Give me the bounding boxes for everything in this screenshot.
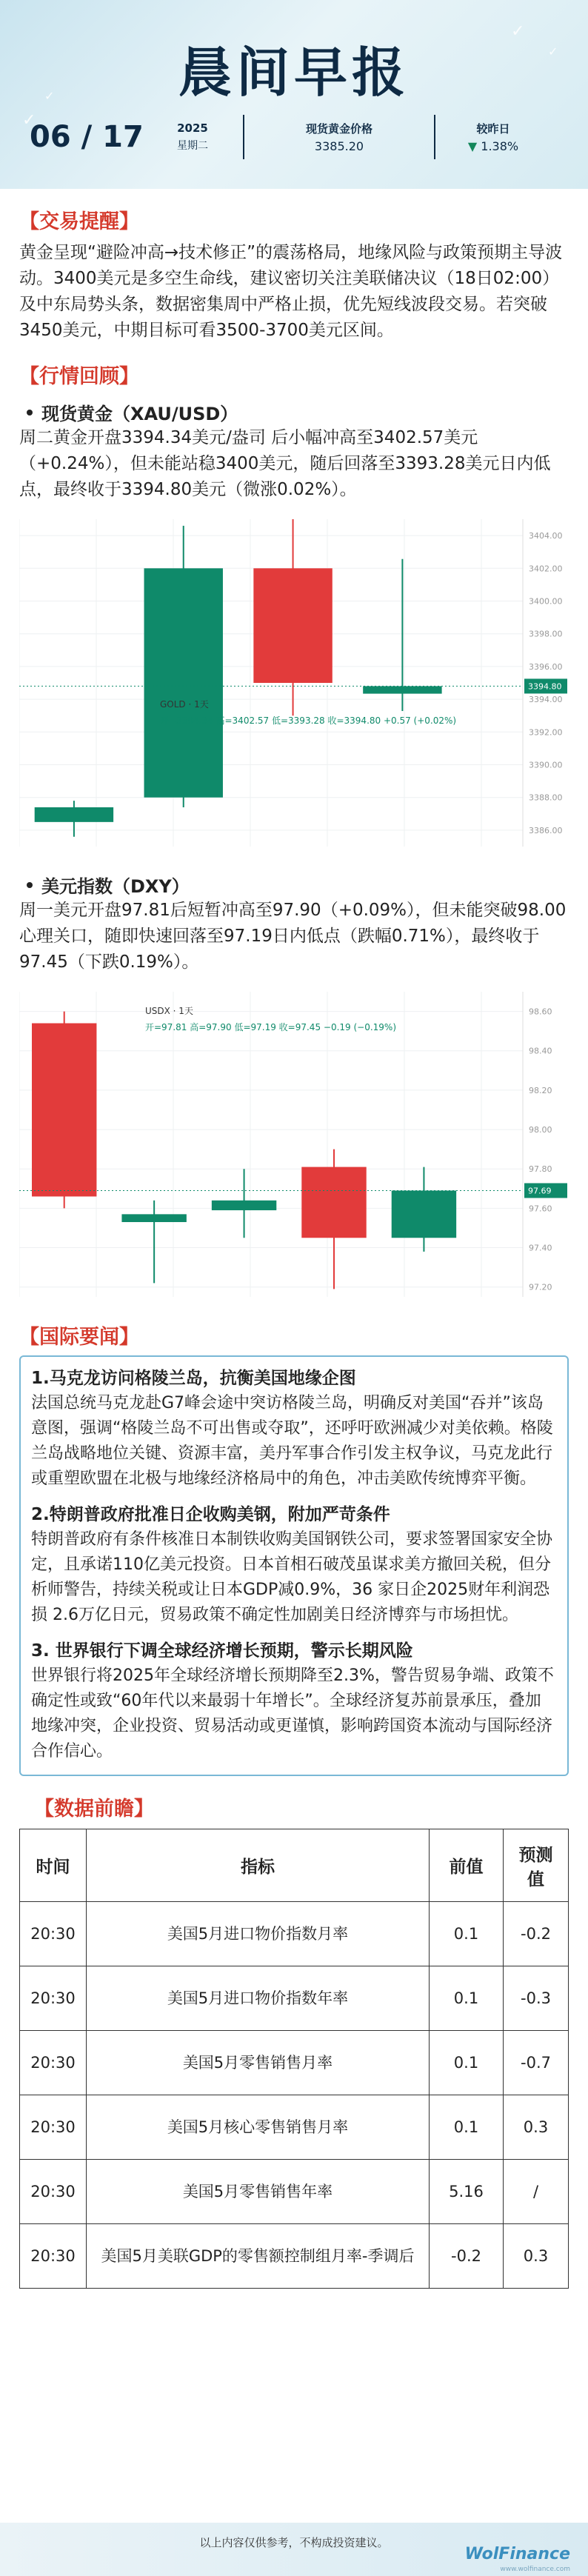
- table-row: [20, 1966, 569, 2031]
- cell-indicator: 美国5月美联GDP的零售额控制组月率-季调后: [87, 2224, 430, 2289]
- y-tick-label: 97.80: [529, 1164, 552, 1175]
- dxy-candlestick-chart: [19, 986, 569, 1304]
- brand-site: www.wolfinance.com: [500, 2566, 570, 2573]
- cell-time: 20:30: [20, 2160, 87, 2224]
- bullet-icon: [27, 882, 33, 888]
- chart-ohlc-label: 开=3394.34 高=3402.57 低=3393.28 收=3394.80 +0.57 (+0.02%): [160, 715, 457, 726]
- cell-indicator: 美国5月进口物价指数年率: [87, 1966, 430, 2031]
- header-banner: [0, 0, 588, 189]
- candle-body: [301, 1167, 366, 1238]
- y-tick-label: 3400.00: [529, 596, 563, 607]
- year: 2025: [177, 121, 208, 135]
- gold-candlestick-chart: [19, 513, 569, 854]
- last-price-label: 3394.80: [528, 681, 562, 692]
- dxy-chart: [19, 986, 569, 1304]
- y-tick-label: 3388.00: [529, 793, 563, 803]
- header-prev: 前值: [430, 1829, 504, 1902]
- alert-title: 【交易提醒】: [19, 210, 139, 233]
- gold-text: 周二黄金开盘3394.34美元/盎司 后小幅冲高至3402.57美元（+0.24%），但未能站稳3400美元，随后回落至3393.28美元日内低点，最终收于3394.80美元（微涨0.02%）。: [19, 428, 551, 499]
- y-tick-label: 3398.00: [529, 629, 563, 639]
- forecast-table: [19, 1829, 569, 2289]
- dxy-subtitle: 美元指数（DXY）: [19, 872, 569, 898]
- date-bar: [30, 111, 558, 163]
- bullet-icon: [27, 410, 33, 416]
- bird-icon: ✓: [22, 111, 36, 130]
- candle-body: [392, 1190, 456, 1238]
- y-tick-label: 98.40: [529, 1046, 552, 1056]
- news-item-body: 特朗普政府有条件核准日本制铁收购美国钢铁公司，要求签署国家安全协定，且承诺110亿美元投资。日本首相石破茂虽谋求美方撤回关税，但分析师警告，持续关税或让日本GDP减0.9%，36 家日企2025财年利润恐损 2.6万亿日元，贸易政策不确定性加剧美日经济博弈与市场担忧。: [31, 1530, 553, 1624]
- candle-body: [32, 1024, 96, 1197]
- candle-body: [121, 1214, 186, 1222]
- cell-forecast: /: [504, 2160, 569, 2224]
- news-item-title: 3. 世界银行下调全球经济增长预期，警示长期风险: [31, 1641, 413, 1661]
- y-tick-label: 3396.00: [529, 661, 563, 672]
- candle-body: [212, 1201, 276, 1210]
- chart-symbol-label: USDX · 1天: [145, 1006, 193, 1016]
- bird-icon: ✓: [548, 44, 558, 59]
- candle-body: [35, 807, 113, 822]
- news-item-body: 世界银行将2025年全球经济增长预期降至2.3%，警告贸易争端、政策不确定性或致“60年代以来最弱十年增长”。全球经济复苏前景承压，叠加地缘冲突，企业投资、贸易活动或更谨慎，影响跨国资本流动与国际经济合作信心。: [31, 1666, 554, 1761]
- table-row: [20, 2224, 569, 2289]
- header-indicator: 指标: [87, 1829, 430, 1902]
- table-row: [20, 2095, 569, 2160]
- footer: [0, 2523, 588, 2576]
- cell-prev: 5.16: [430, 2160, 504, 2224]
- header-time: 时间: [20, 1829, 87, 1902]
- price-label: 现货黄金价格: [305, 122, 372, 136]
- disclaimer: 以上内容仅供参考，不构成投资建议。: [199, 2536, 389, 2549]
- cell-forecast: -0.3: [504, 1966, 569, 2031]
- y-tick-label: 98.20: [529, 1085, 552, 1095]
- y-tick-label: 3394.00: [529, 695, 563, 705]
- change-value-row: [449, 139, 538, 153]
- chart-symbol-label: GOLD · 1天: [160, 699, 209, 710]
- news-item-body: 法国总统马克龙赴G7峰会途中突访格陵兰岛，明确反对美国“吞并”该岛意图，强调“格陵兰岛不可出售或夺取”，还呼吁欧洲减少对美依赖。格陵兰岛战略地位关键、资源丰富，美丹军事合作引发主权争议，马克龙此行或重塑欧盟在北极与地缘经济格局中的角色，冲击美欧传统博弈平衡。: [31, 1394, 553, 1488]
- chart-ohlc-label: 开=97.81 高=97.90 低=97.19 收=97.45 −0.19 (−0.19%): [145, 1022, 397, 1032]
- cell-forecast: 0.3: [504, 2224, 569, 2289]
- dxy-text: 周一美元开盘97.81后短暂冲高至97.90（+0.09%），但未能突破98.00心理关口，随即快速回落至97.19日内低点（跌幅0.71%），最终收于97.45（下跌0.19%）。: [19, 901, 567, 972]
- price-value: 3385.20: [314, 139, 364, 153]
- y-tick-label: 97.40: [529, 1243, 552, 1253]
- y-tick-label: 3404.00: [529, 531, 563, 541]
- divider: [243, 115, 244, 159]
- candle-body: [253, 568, 332, 683]
- date: 06 / 17: [30, 120, 144, 154]
- y-tick-label: 98.00: [529, 1125, 552, 1135]
- cell-indicator: 美国5月零售销售年率: [87, 2160, 430, 2224]
- year-block: [156, 121, 230, 153]
- header-forecast: 预测值: [504, 1829, 569, 1902]
- news-box: [19, 1355, 569, 1776]
- cell-prev: 0.1: [430, 1966, 504, 2031]
- price-block: [258, 121, 421, 153]
- cell-time: 20:30: [20, 1902, 87, 1966]
- bird-icon: ✓: [44, 89, 55, 103]
- cell-prev: 0.1: [430, 2031, 504, 2095]
- cell-time: 20:30: [20, 1966, 87, 2031]
- cell-time: 20:30: [20, 2031, 87, 2095]
- change-value: 1.38%: [481, 139, 519, 153]
- table-row: [20, 2031, 569, 2095]
- cell-forecast: -0.2: [504, 1902, 569, 1966]
- cell-prev: 0.1: [430, 1902, 504, 1966]
- bird-icon: ✓: [511, 22, 525, 41]
- weekday: 星期二: [177, 140, 208, 152]
- y-tick-label: 3392.00: [529, 727, 563, 738]
- forecast-title: 【数据前瞻】: [34, 1798, 154, 1821]
- last-price-label: 97.69: [528, 1186, 552, 1196]
- y-tick-label: 3402.00: [529, 564, 563, 574]
- table-row: [20, 2160, 569, 2224]
- review-title: 【行情回顾】: [19, 365, 139, 388]
- change-block: [449, 121, 538, 153]
- cell-prev: -0.2: [430, 2224, 504, 2289]
- y-tick-label: 3390.00: [529, 760, 563, 770]
- alert-text: 黄金呈现“避险冲高→技术修正”的震荡格局，地缘风险与政策预期主导波动。3400美元是多空生命线，建议密切关注美联储决议（18日02:00）及中东局势头条，数据密集周中严格止损，优先短线波段交易。若突破3450美元，中期目标可看3500-3700美元区间。: [19, 243, 563, 340]
- change-label: 较昨日: [476, 122, 510, 136]
- candle-body: [144, 568, 223, 797]
- table-header-row: [20, 1829, 569, 1902]
- cell-forecast: 0.3: [504, 2095, 569, 2160]
- cell-indicator: 美国5月进口物价指数月率: [87, 1902, 430, 1966]
- table-row: [20, 1902, 569, 1966]
- y-tick-label: 98.60: [529, 1007, 552, 1017]
- candle-body: [363, 686, 441, 693]
- page-title: 晨间早报: [178, 41, 410, 104]
- news-item-title: 1.马克龙访问格陵兰岛，抗衡美国地缘企图: [31, 1369, 356, 1388]
- cell-time: 20:30: [20, 2095, 87, 2160]
- cell-time: 20:30: [20, 2224, 87, 2289]
- news-item-title: 2.特朗普政府批准日企收购美钢，附加严苛条件: [31, 1505, 390, 1524]
- gold-chart: [19, 513, 569, 854]
- cell-indicator: 美国5月零售销售月率: [87, 2031, 430, 2095]
- cell-indicator: 美国5月核心零售销售月率: [87, 2095, 430, 2160]
- brand-logo: WolFinance: [464, 2545, 570, 2563]
- cell-forecast: -0.7: [504, 2031, 569, 2095]
- y-tick-label: 97.60: [529, 1204, 552, 1214]
- gold-subtitle: 现货黄金（XAU/USD）: [19, 399, 569, 425]
- y-tick-label: 97.20: [529, 1282, 552, 1292]
- y-tick-label: 3386.00: [529, 825, 563, 835]
- divider: [434, 115, 435, 159]
- news-title: 【国际要闻】: [19, 1326, 139, 1349]
- cell-prev: 0.1: [430, 2095, 504, 2160]
- down-arrow-icon: ▼: [467, 139, 478, 153]
